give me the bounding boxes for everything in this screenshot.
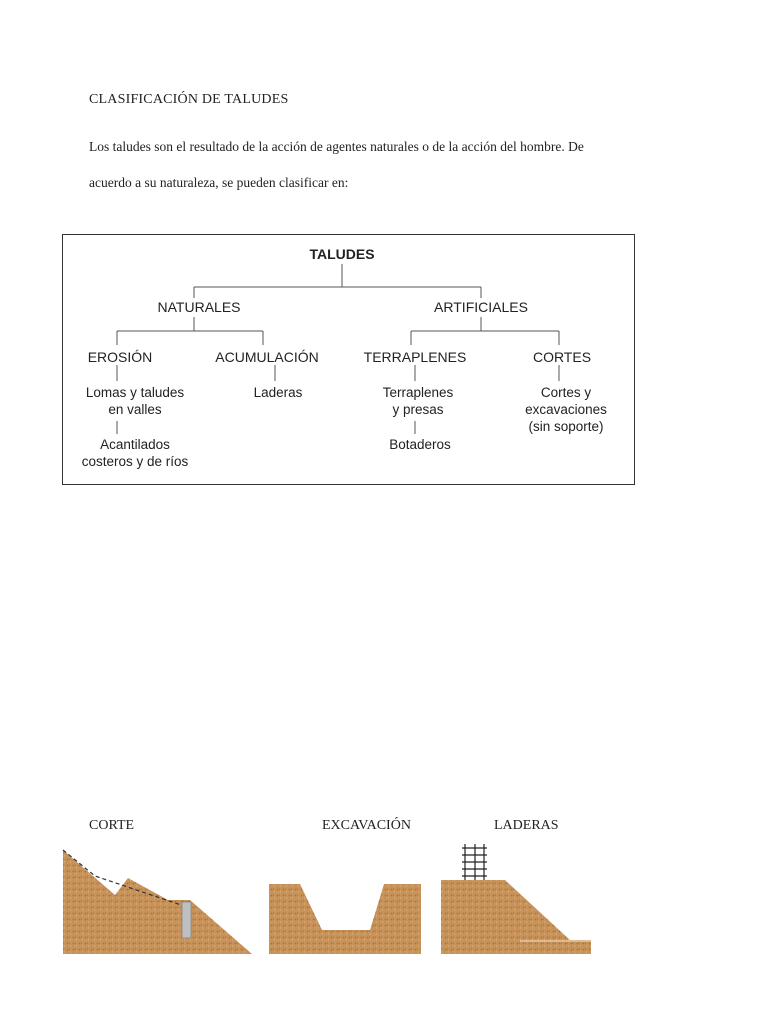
node-cortes-excavaciones: Cortes y excavaciones (sin soporte) bbox=[525, 385, 607, 434]
node-laderas: Laderas bbox=[253, 385, 303, 400]
document-heading: CLASIFICACIÓN DE TALUDES bbox=[89, 92, 289, 107]
node-acumulacion: ACUMULACIÓN bbox=[215, 349, 319, 365]
node-cortes: CORTES bbox=[532, 349, 592, 365]
node-artificiales: ARTIFICIALES bbox=[434, 299, 528, 315]
node-terraplenes: TERRAPLENES bbox=[363, 349, 467, 365]
node-lomas: Lomas y taludes en valles bbox=[85, 385, 185, 417]
node-botaderos: Botaderos bbox=[389, 437, 451, 452]
classification-diagram bbox=[62, 234, 635, 485]
slope-illustrations bbox=[0, 840, 768, 970]
node-acantilados: Acantilados costeros y de ríos bbox=[81, 437, 189, 469]
node-naturales: NATURALES bbox=[157, 299, 241, 315]
node-terraplenes-presas: Terraplenes y presas bbox=[382, 385, 454, 417]
figure-label-corte: CORTE bbox=[89, 818, 135, 833]
paragraph-line: acuerdo a su naturaleza, se pueden clasificar en: bbox=[89, 175, 349, 190]
paragraph-line: Los taludes son el resultado de la acción de agentes naturales o de la acción del hombre. De bbox=[89, 139, 584, 154]
figure-label-excavacion: EXCAVACIÓN bbox=[322, 818, 411, 833]
fence-icon bbox=[462, 844, 487, 880]
corte-illustration bbox=[63, 850, 252, 954]
figure-label-laderas: LADERAS bbox=[494, 818, 559, 833]
excavacion-illustration bbox=[269, 884, 421, 954]
node-taludes: TALUDES bbox=[309, 246, 375, 262]
node-erosion: EROSIÓN bbox=[87, 349, 153, 365]
laderas-illustration bbox=[441, 844, 591, 954]
